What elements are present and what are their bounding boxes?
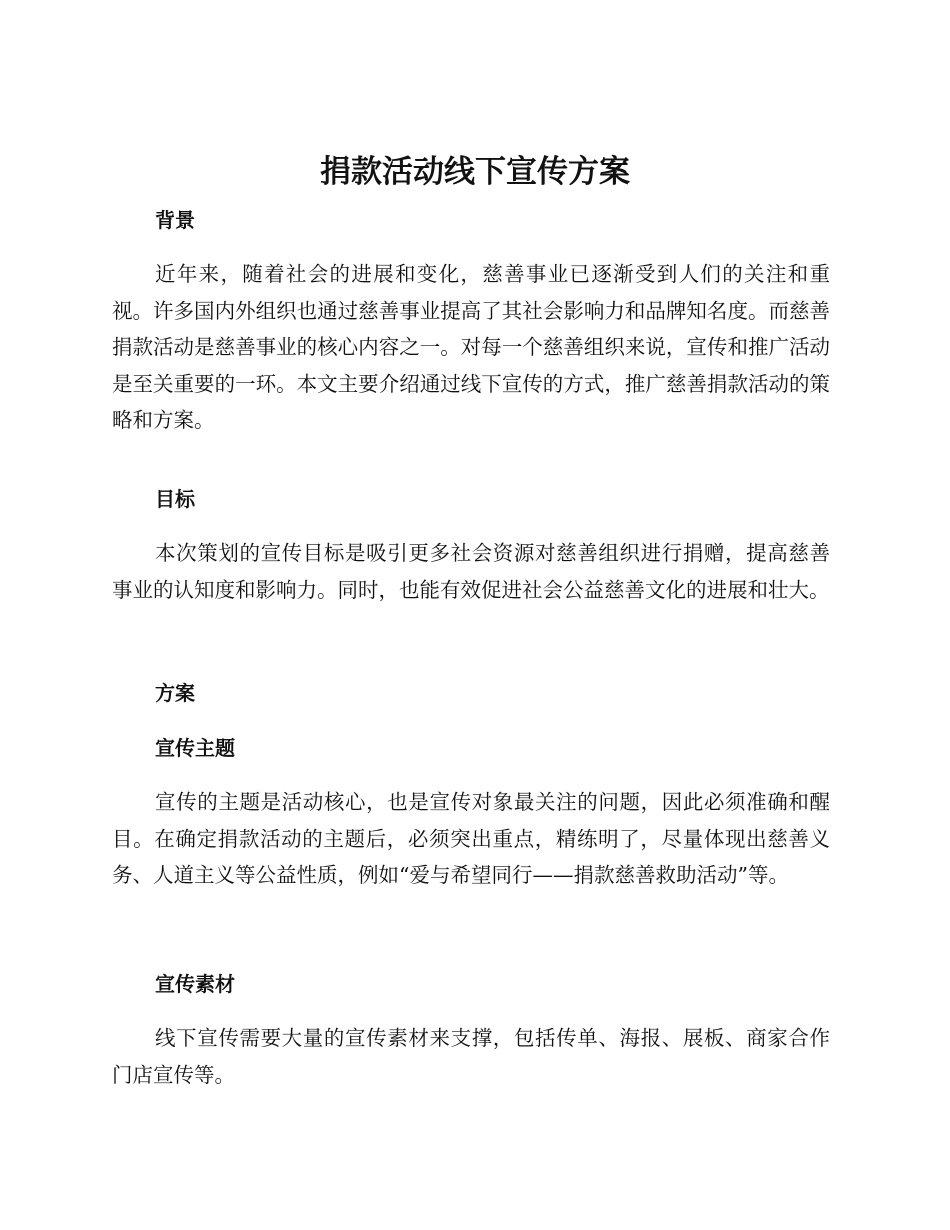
section-paragraph-materials: 线下宣传需要大量的宣传素材来支撑，包括传单、海报、展板、商家合作门店宣传等。	[112, 1026, 830, 1087]
section-paragraph-theme: 宣传的主题是活动核心，也是宣传对象最关注的问题，因此必须准确和醒目。在确定捐款活动的主题后，必须突出重点，精练明了，尽量体现出慈善义务、人道主义等公益性质，例如“爱与希望同行——捐款慈善救助活动”等。	[112, 790, 830, 887]
section-heading-materials: 宣传素材	[155, 972, 235, 996]
section-heading-background: 背景	[155, 208, 195, 232]
section-heading-plan: 方案	[155, 681, 195, 705]
section-heading-goal: 目标	[155, 487, 195, 511]
section-heading-theme: 宣传主题	[155, 736, 235, 760]
document-title: 捐款活动线下宣传方案	[320, 154, 630, 190]
section-paragraph-goal: 本次策划的宣传目标是吸引更多社会资源对慈善组织进行捐赠，提高慈善事业的认知度和影响力。同时，也能有效促进社会公益慈善文化的进展和壮大。	[112, 541, 830, 602]
section-paragraph-background: 近年来，随着社会的进展和变化，慈善事业已逐渐受到人们的关注和重视。许多国内外组织也通过慈善事业提高了其社会影响力和品牌知名度。而慈善捐款活动是慈善事业的核心内容之一。对每一个慈善组织来说，宣传和推广活动是至关重要的一环。本文主要介绍通过线下宣传的方式，推广慈善捐款活动的策略和方案。	[112, 262, 830, 432]
